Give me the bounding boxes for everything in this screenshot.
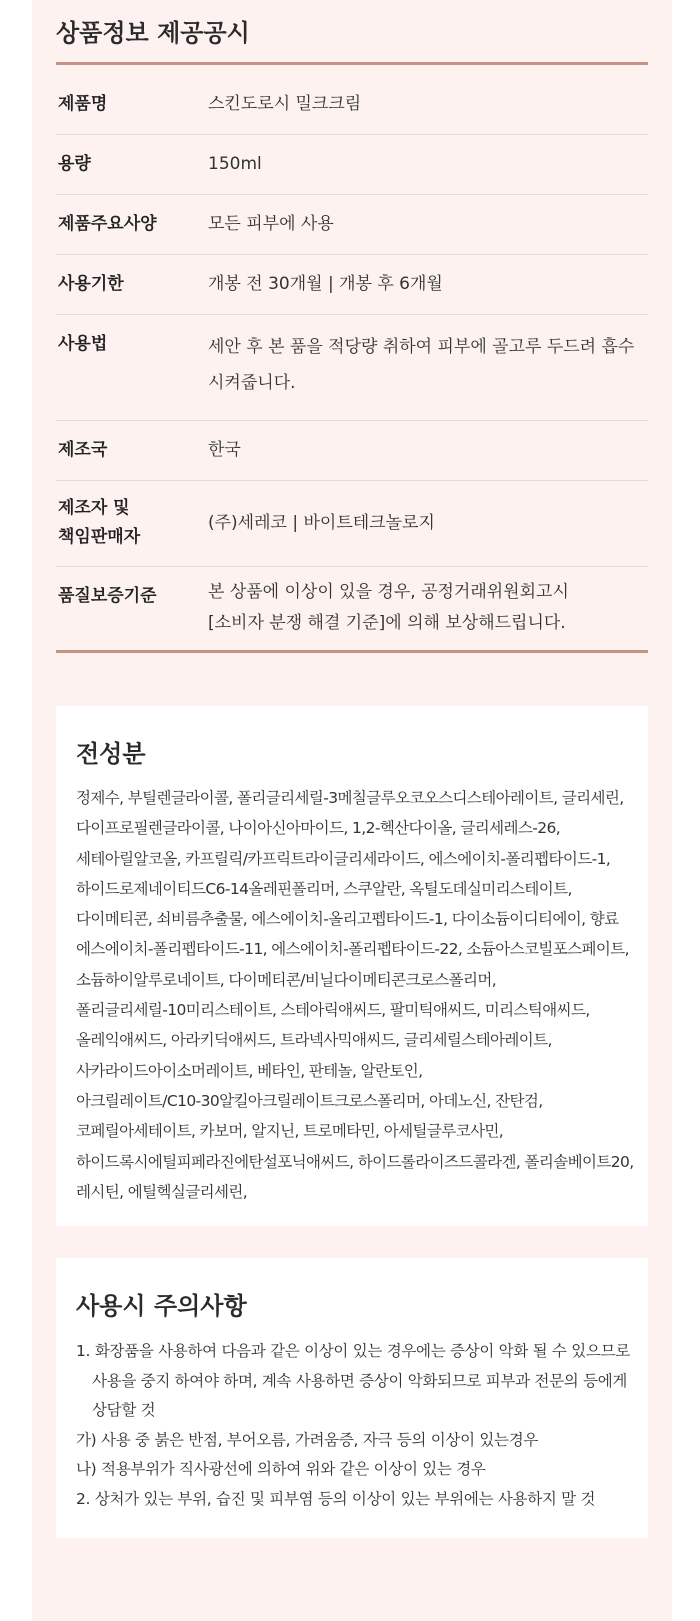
ingredients-list [76, 783, 648, 1207]
ingredients-line: 에스에이치-폴리펩타이드-11, 에스에이치-폴리펩타이드-22, 소듐아스코빌포스페이트, [76, 940, 629, 959]
info-value: 150ml [208, 154, 262, 174]
ingredients-line: 세테아릴알코올, 카프릴릭/카프릭트라이글리세라이드, 에스에이치-폴리펩타이드-1, [76, 849, 611, 868]
info-label: 용량 [58, 154, 91, 174]
product-info-bottom-rule [56, 650, 648, 653]
cautions-card [56, 1258, 648, 1538]
caution-line: 사용을 중지 하여야 하며, 계속 사용하면 증상이 악화되므로 피부과 전문의 등에게 [92, 1371, 628, 1390]
ingredients-line: 코페릴아세테이트, 카보머, 알지닌, 트로메타민, 아세틸글루코사민, [76, 1122, 504, 1141]
info-label: 품질보증기준 [58, 586, 157, 606]
caution-line: 가) 사용 중 붉은 반점, 부어오름, 가려움증, 자극 등의 이상이 있는경우 [76, 1430, 539, 1449]
ingredients-line: 소듐하이알루로네이트, 다이메티콘/비닐다이메티콘크로스폴리머, [76, 970, 497, 989]
cautions-title: 사용시 주의사항 [76, 1292, 247, 1320]
caution-line: 1. 화장품을 사용하여 다음과 같은 이상이 있는 경우에는 증상이 악화 될 수 있으므로 [76, 1342, 630, 1360]
info-row-volume [56, 135, 648, 195]
info-row-product-name [56, 65, 648, 135]
ingredients-title: 전성분 [76, 740, 146, 768]
info-value: (주)세레코 | 바이트테크놀로지 [208, 513, 435, 533]
info-label [56, 481, 208, 566]
ingredients-line: 정제수, 부틸렌글라이콜, 폴리글리세릴-3메칠글루오코오스디스테아레이트, 글리세린, [76, 789, 624, 807]
ingredients-line: 폴리글리세릴-10미리스테이트, 스테아릭애씨드, 팔미틱애씨드, 미리스틱애씨드, [76, 1001, 590, 1020]
ingredients-line: 사카라이드아이소머레이트, 베타인, 판테놀, 알란토인, [76, 1061, 423, 1080]
info-row-usage [56, 315, 648, 421]
info-value: 한국 [208, 440, 241, 460]
info-value: 모든 피부에 사용 [208, 214, 334, 234]
info-row-expiry [56, 255, 648, 315]
info-row-manufacturer [56, 481, 648, 567]
info-label: 사용법 [58, 334, 108, 354]
ingredients-line: 하이드록시에틸피페라진에탄설포닉애씨드, 하이드롤라이즈드콜라겐, 폴리솔베이트20, [76, 1152, 634, 1171]
cautions-list [76, 1337, 648, 1514]
ingredients-line: 다이프로필렌글라이콜, 나이아신아마이드, 1,2-헥산다이올, 글리세레스-26, [76, 819, 561, 838]
info-label: 제품주요사양 [58, 214, 157, 234]
product-detail-page [32, 0, 672, 1621]
info-label: 제조국 [58, 440, 108, 460]
product-info-title: 상품정보 제공공시 [56, 19, 250, 47]
info-value [208, 567, 648, 650]
caution-line: 나) 적용부위가 직사광선에 의하여 위와 같은 이상이 있는 경우 [76, 1460, 486, 1478]
ingredients-line: 레시틴, 에틸헥실글리세린, [76, 1182, 248, 1201]
info-value-line: [소비자 분쟁 해결 기준]에 의해 보상해드립니다. [208, 613, 566, 633]
ingredients-line: 아크릴레이트/C10-30알킬아크릴레이트크로스폴리머, 아데노신, 잔탄검, [76, 1091, 543, 1110]
info-label-line: 제조자 및 [58, 498, 130, 518]
ingredients-line: 올레익애씨드, 아라키딕애씨드, 트라넥사믹애씨드, 글리세릴스테아레이트, [76, 1031, 552, 1050]
ingredients-line: 하이드로제네이티드C6-14올레핀폴리머, 스쿠알란, 옥틸도데실미리스테이트, [76, 879, 572, 898]
info-label-line: 책임판매자 [58, 527, 141, 547]
info-value [208, 315, 648, 420]
info-value: 개봉 전 30개월 | 개봉 후 6개월 [208, 274, 443, 294]
ingredients-card [56, 706, 648, 1226]
info-value: 스킨도로시 밀크크림 [208, 94, 362, 114]
info-row-main-spec [56, 195, 648, 255]
info-row-country [56, 421, 648, 481]
ingredients-line: 다이메티콘, 쇠비름추출물, 에스에이치-올리고펩타이드-1, 다이소듐이디티에이, 향료 [76, 910, 619, 929]
info-label: 제품명 [58, 94, 108, 114]
caution-line: 상담할 것 [92, 1401, 156, 1419]
info-value-line: 세안 후 본 품을 적당량 취하여 피부에 골고루 두드려 흡수 [208, 337, 635, 357]
product-info-section [32, 0, 672, 653]
info-value-line: 시켜줍니다. [208, 373, 296, 393]
info-label: 사용기한 [58, 274, 124, 294]
caution-line: 2. 상처가 있는 부위, 습진 및 피부염 등의 이상이 있는 부위에는 사용하지 말 것 [76, 1489, 596, 1508]
info-value-line: 본 상품에 이상이 있을 경우, 공정거래위원회고시 [208, 582, 569, 602]
info-row-quality [56, 567, 648, 650]
